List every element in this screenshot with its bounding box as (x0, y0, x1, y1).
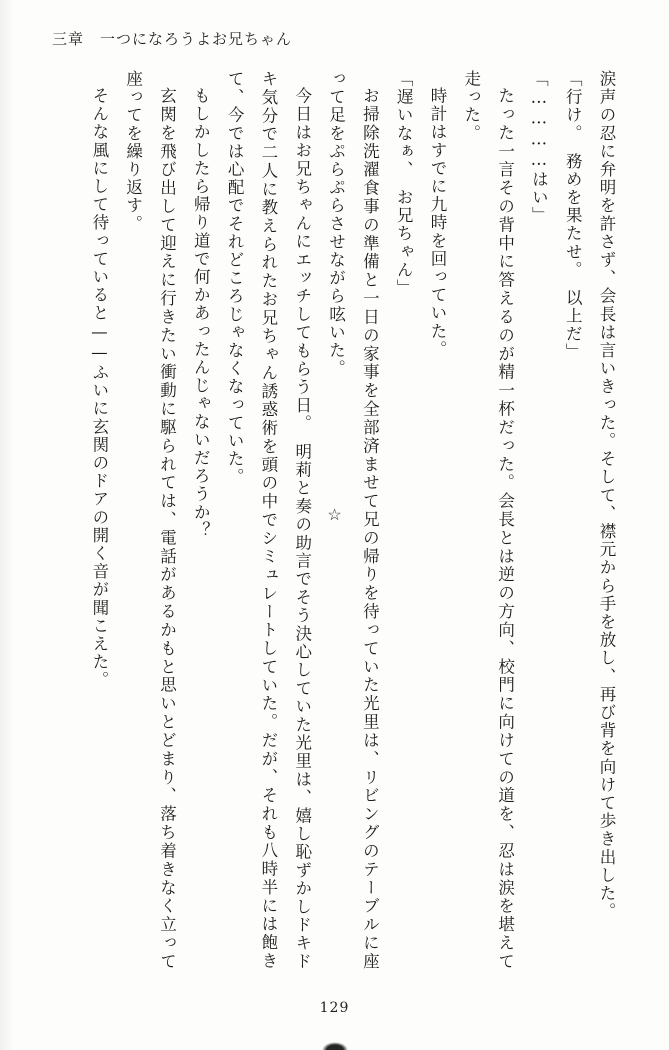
paragraph: 「行け。 務めを果たせ。 以上だ」 (563, 70, 583, 362)
running-head: 三章 一つになろうよお兄ちゃん (52, 30, 293, 48)
page-edge-mark (322, 1042, 348, 1050)
paragraph: たった一言その背中に答えるのが精一杯だった。会長とは逆の方向、校門に向けての道を、忍は涙を堪えて走った。 (461, 70, 515, 970)
paragraph: 「…………はい」 (529, 70, 549, 225)
paragraph: 涙声の忍に弁明を許さず、会長は言いきった。そして、襟元から手を放し、再び背を向けて歩き出した。 (597, 70, 616, 921)
star-separator-icon: ☆ (327, 505, 342, 524)
paper-edge-shading (0, 0, 14, 1050)
paragraph: お掃除洗濯食事の準備と一日の家事を全部済ませて兄の帰りを待っていた光里は、リビングのテーブルに座って足をぷらぷらさせながら呟いた。 (326, 70, 380, 970)
paragraph: 「遅いなぁ、 お兄ちゃん」 (394, 70, 414, 298)
page-number: 129 (319, 1000, 350, 1016)
paragraph: 玄関を飛び出して迎えに行きたい衝動に駆られては、電話があるかもと思いとどまり、落ち着きなく立って座ってを繰り返す。 (123, 70, 177, 970)
paragraph: そんな風にして待っていると——ふいに玄関のドアの開く音が聞こえた。 (89, 86, 109, 689)
paragraph: 時計はすでに九時を回っていた。 (427, 86, 447, 358)
paragraph: 今日はお兄ちゃんにエッチしてもらう日。 明莉と奏の助言でそう決心していた光里は、嬉し恥ずかしドキドキ気分で二人に教えられたお兄ちゃん誘惑術を頭の中でシミュレートしていた。だが、それも八時半には飽きて、今では心配でそれどころじゃなくなっていた。 (225, 70, 312, 970)
paragraph: もしかしたら帰り道で何かあったんじゃないだろうか？ (191, 86, 211, 539)
